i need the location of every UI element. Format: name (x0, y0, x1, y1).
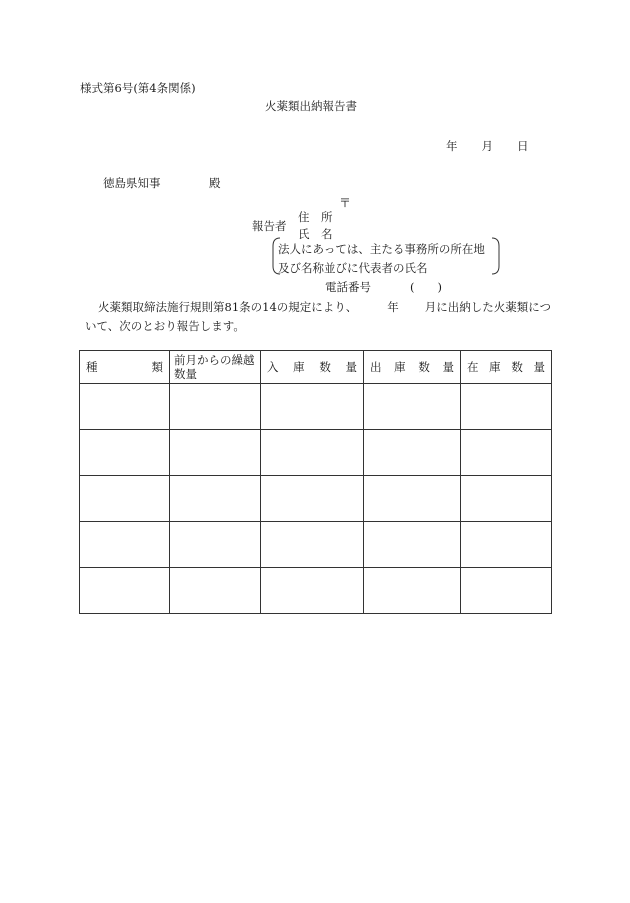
reporter-label: 報告者 (252, 219, 287, 233)
addressee-name: 徳島県知事 (103, 176, 161, 190)
header-stock-quantity: 在 庫 数 量 (461, 351, 552, 384)
body-line1-b: 月に出納した火薬類につ (424, 300, 552, 314)
table-cell[interactable] (80, 384, 170, 430)
table-cell[interactable] (364, 522, 461, 568)
body-line1 (98, 299, 551, 315)
table-cell[interactable] (364, 568, 461, 614)
document-title: 火薬類出納報告書 (265, 99, 357, 113)
table-cell[interactable] (461, 384, 552, 430)
header-type: 種 類 (80, 351, 170, 384)
table-cell[interactable] (170, 522, 261, 568)
name-label: 氏 名 (298, 227, 333, 241)
table-cell[interactable] (461, 476, 552, 522)
table-row (80, 522, 552, 568)
table-cell[interactable] (170, 568, 261, 614)
table-cell[interactable] (364, 476, 461, 522)
date-year: 年 (446, 139, 458, 153)
phone-label: 電話番号 (325, 280, 371, 294)
postal-mark: 〒 (339, 196, 352, 210)
table-cell[interactable] (261, 430, 364, 476)
date-month: 月 (481, 139, 493, 153)
header-out-quantity: 出 庫 数 量 (364, 351, 461, 384)
date-day: 日 (517, 139, 529, 153)
table-row (80, 384, 552, 430)
address-label: 住 所 (298, 210, 333, 224)
table-cell[interactable] (261, 522, 364, 568)
phone-paren: ( ) (410, 280, 442, 294)
table-cell[interactable] (80, 476, 170, 522)
body-line2: いて、次のとおり報告します。 (85, 319, 245, 333)
table-cell[interactable] (461, 522, 552, 568)
table-cell[interactable] (80, 568, 170, 614)
corp-note-line1: 法人にあっては、主たる事務所の所在地 (278, 242, 485, 256)
body-line1-a: 火薬類取締法施行規則第81条の14の規定により、 (98, 300, 358, 314)
corp-note-line2: 及び名称並びに代表者の氏名 (278, 261, 428, 275)
table-cell[interactable] (80, 522, 170, 568)
table-cell[interactable] (461, 568, 552, 614)
table-row (80, 430, 552, 476)
table-cell[interactable] (80, 430, 170, 476)
table-cell[interactable] (170, 476, 261, 522)
addressee-honorific: 殿 (209, 176, 221, 190)
form-number: 様式第6号(第4条関係) (80, 81, 196, 95)
table-cell[interactable] (364, 384, 461, 430)
table-cell[interactable] (261, 384, 364, 430)
date-line (446, 138, 529, 154)
corp-note-right-paren (492, 238, 499, 274)
header-in-quantity: 入 庫 数 量 (261, 351, 364, 384)
table-header-row (80, 351, 552, 384)
table-row (80, 568, 552, 614)
body-line1-year: 年 (387, 300, 399, 314)
header-carryover: 前月からの繰越数量 (170, 351, 261, 384)
table-cell[interactable] (261, 476, 364, 522)
table-row (80, 476, 552, 522)
table-cell[interactable] (170, 384, 261, 430)
table-cell[interactable] (364, 430, 461, 476)
table-cell[interactable] (170, 430, 261, 476)
table-cell[interactable] (261, 568, 364, 614)
report-table (79, 350, 552, 614)
table-cell[interactable] (461, 430, 552, 476)
